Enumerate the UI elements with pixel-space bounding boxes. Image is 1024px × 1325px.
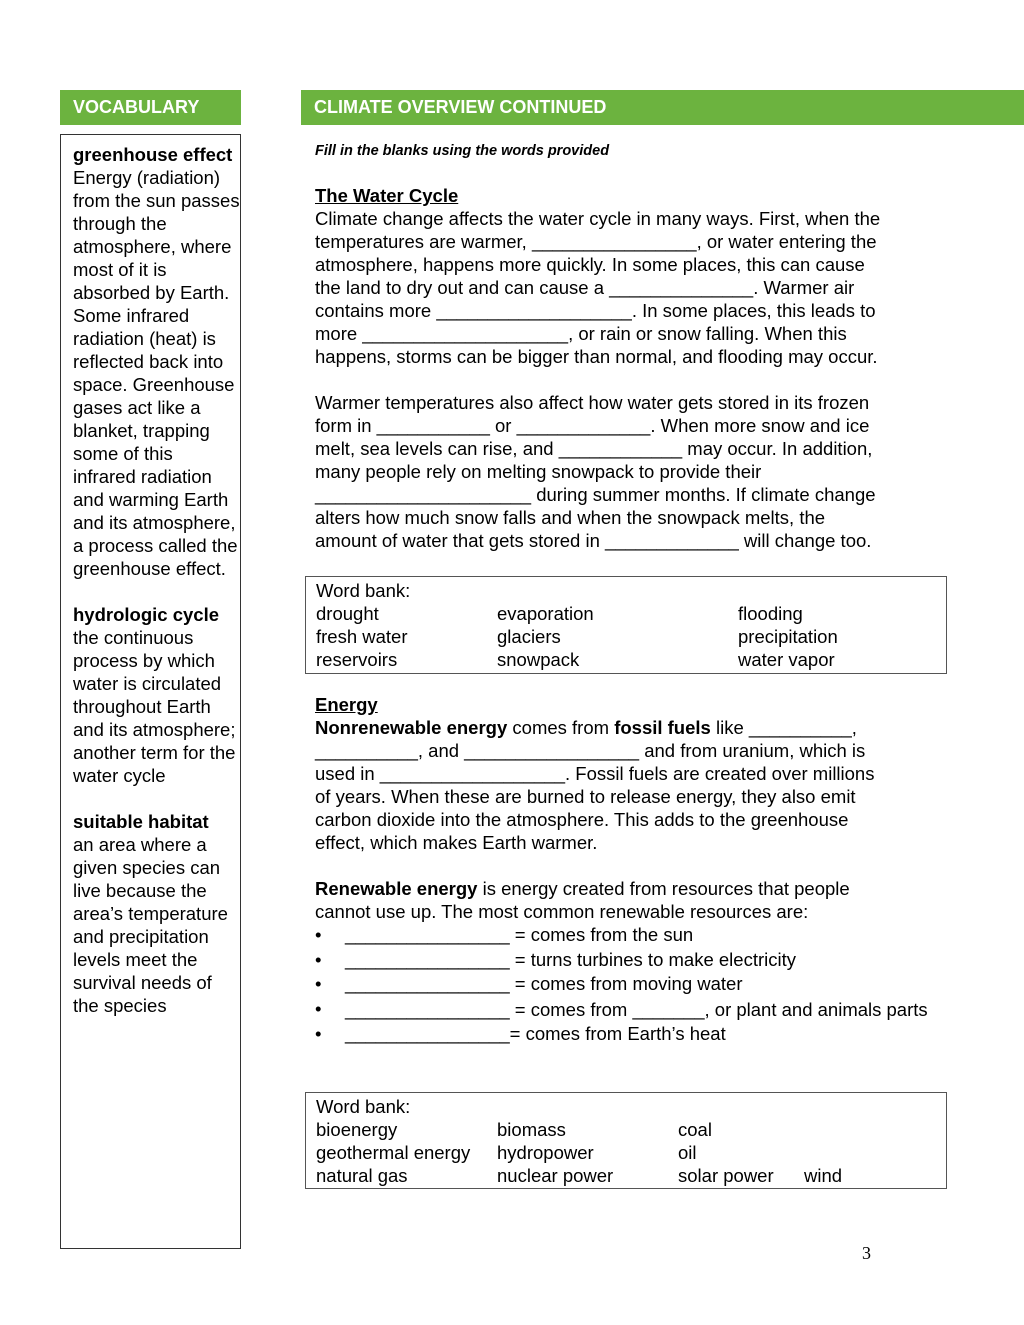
vocab-entry xyxy=(73,810,240,1017)
water-cycle-paragraph-1 xyxy=(315,207,955,368)
main-content xyxy=(315,141,955,575)
energy-word-bank xyxy=(305,1092,947,1189)
list-item: • ________________ = comes from moving water xyxy=(315,972,955,997)
word-bank-word: hydropower xyxy=(497,1142,594,1163)
water-cycle-paragraph-2 xyxy=(315,391,955,552)
text-fragment: comes from xyxy=(507,717,615,738)
word-bank-word: water vapor xyxy=(738,649,835,670)
list-item: • ________________ = comes from _______, or plant and animals parts xyxy=(315,997,955,1021)
word-bank-word: snowpack xyxy=(497,649,580,670)
word-bank-label-row xyxy=(316,1095,946,1118)
list-item: • ________________ = turns turbines to make electricity xyxy=(315,948,955,973)
word-bank-row xyxy=(316,648,946,671)
word-bank-word: wind xyxy=(804,1165,843,1186)
vocab-term: suitable habitat xyxy=(73,811,209,832)
word-bank-word: precipitation xyxy=(738,626,838,647)
vocab-entry xyxy=(73,143,240,580)
word-bank-word: nuclear power xyxy=(497,1165,614,1186)
text-line: happens, storms can be bigger than normal, and flooding may occur. xyxy=(315,346,878,367)
word-bank-word: reservoirs xyxy=(316,649,398,670)
text-line: carbon dioxide into the atmosphere. This adds to the greenhouse xyxy=(315,809,849,830)
word-bank-word: bioenergy xyxy=(316,1119,398,1140)
vocab-term: hydrologic cycle xyxy=(73,604,219,625)
text-line: amount of water that gets stored in _____________ will change too. xyxy=(315,530,872,551)
vocab-definition: the continuous process by which water is circulated throughout Earth and its atmosphere; another term for the water cycle xyxy=(73,627,236,786)
renewable-paragraph xyxy=(315,877,955,1046)
vocab-definition: an area where a given species can live because the area’s temperature and precipitation levels meet the survival needs of the species xyxy=(73,834,228,1016)
word-bank-label-row xyxy=(316,579,946,602)
word-bank-row xyxy=(316,602,946,625)
text-line: atmosphere, happens more quickly. In some places, this can cause xyxy=(315,254,865,275)
vocab-entry xyxy=(73,603,240,787)
word-bank-row xyxy=(316,1164,946,1187)
instructions: Fill in the blanks using the words provided xyxy=(315,143,610,159)
nonrenewable-term: Nonrenewable energy xyxy=(315,717,508,738)
text-line: __________, and _________________ and from uranium, which is xyxy=(315,740,866,761)
water-cycle-title: The Water Cycle xyxy=(315,185,459,206)
vocab-term: greenhouse effect xyxy=(73,144,233,165)
text-line: alters how much snow falls and when the snowpack melts, the xyxy=(315,507,826,528)
renewable-list xyxy=(315,923,955,1046)
word-bank-word: biomass xyxy=(497,1119,566,1140)
word-bank-word: evaporation xyxy=(497,603,594,624)
energy-title: Energy xyxy=(315,694,378,715)
text-line: Climate change affects the water cycle in many ways. First, when the xyxy=(315,208,881,229)
word-bank-word: fresh water xyxy=(316,626,408,647)
text-line: Warmer temperatures also affect how water gets stored in its frozen xyxy=(315,392,870,413)
text-line: cannot use up. The most common renewable resources are: xyxy=(315,901,809,922)
word-bank-label: Word bank: xyxy=(316,1096,411,1117)
word-bank-row xyxy=(316,1141,946,1164)
fossil-fuels-term: fossil fuels xyxy=(614,717,711,738)
nonrenewable-paragraph xyxy=(315,716,955,854)
word-bank-word: solar power xyxy=(678,1165,774,1186)
text-line xyxy=(315,877,955,900)
text-fragment: like __________, xyxy=(710,717,857,738)
text-line: the land to dry out and can cause a ______________. Warmer air xyxy=(315,277,855,298)
word-bank-word: natural gas xyxy=(316,1165,408,1186)
word-bank-label: Word bank: xyxy=(316,580,411,601)
word-bank-row xyxy=(316,1118,946,1141)
word-bank-word: drought xyxy=(316,603,379,624)
text-line xyxy=(315,716,955,739)
vocabulary-box xyxy=(60,134,241,1249)
text-line: _____________________ during summer months. If climate change xyxy=(315,484,876,505)
text-line: melt, sea levels can rise, and ____________ may occur. In addition, xyxy=(315,438,873,459)
page-number: 3 xyxy=(862,1243,871,1263)
list-item: • ________________= comes from Earth’s heat xyxy=(315,1022,955,1047)
text-line: form in ___________ or _____________. When more snow and ice xyxy=(315,415,870,436)
vocabulary-header: VOCABULARY xyxy=(60,90,241,125)
climate-overview-header: CLIMATE OVERVIEW CONTINUED xyxy=(301,90,1024,125)
text-line: temperatures are warmer, ________________, or water entering the xyxy=(315,231,877,252)
word-bank-word: flooding xyxy=(738,603,803,624)
water-cycle-word-bank xyxy=(305,576,947,674)
word-bank-word: geothermal energy xyxy=(316,1142,471,1163)
text-line: used in __________________. Fossil fuels are created over millions xyxy=(315,763,875,784)
list-item: • ________________ = comes from the sun xyxy=(315,923,955,948)
text-line: contains more ___________________. In some places, this leads to xyxy=(315,300,876,321)
energy-section xyxy=(315,693,955,1046)
text-line: many people rely on melting snowpack to provide their xyxy=(315,461,762,482)
text-line: effect, which makes Earth warmer. xyxy=(315,832,598,853)
text-fragment: is energy created from resources that people xyxy=(477,878,850,899)
word-bank-word: oil xyxy=(678,1142,697,1163)
word-bank-word: glaciers xyxy=(497,626,561,647)
word-bank-word: coal xyxy=(678,1119,712,1140)
text-line: of years. When these are burned to release energy, they also emit xyxy=(315,786,856,807)
vocab-definition: Energy (radiation) from the sun passes through the atmosphere, where most of it is absorbed by Earth. Some infrared radiation (heat) is reflected back into space. Greenhouse gases act like a blanket, trapping some of this infrared radiation and warming Earth and its atmosphere, a process called the greenhouse effect. xyxy=(73,167,240,579)
word-bank-row xyxy=(316,625,946,648)
renewable-term: Renewable energy xyxy=(315,878,478,899)
text-line: more ____________________, or rain or snow falling. When this xyxy=(315,323,847,344)
